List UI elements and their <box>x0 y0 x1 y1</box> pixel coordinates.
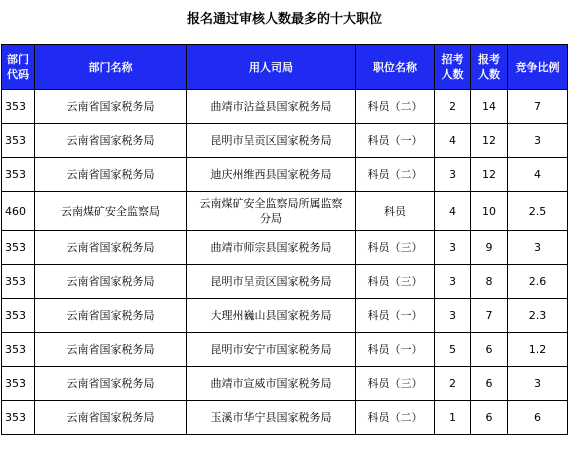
cell-bureau <box>187 231 356 265</box>
cell-quota: 2 <box>435 367 471 401</box>
cell-dept-code: 353 <box>2 124 35 158</box>
cell-applicants: 12 <box>471 124 508 158</box>
cell-position: 科员（一） <box>356 299 435 333</box>
cell-applicants: 10 <box>471 192 508 231</box>
cell-bureau <box>187 90 356 124</box>
header-position <box>356 45 435 90</box>
cell-position: 科员（一） <box>356 333 435 367</box>
header-dept-name <box>35 45 187 90</box>
cell-quota: 1 <box>435 401 471 435</box>
header-label-line: 报考 <box>478 53 500 66</box>
header-dept-code <box>2 45 35 90</box>
cell-ratio: 4 <box>508 158 568 192</box>
cell-quota: 3 <box>435 158 471 192</box>
cell-quota: 3 <box>435 299 471 333</box>
cell-dept-code: 353 <box>2 90 35 124</box>
cell-applicants: 6 <box>471 401 508 435</box>
cell-bureau <box>187 158 356 192</box>
cell-text-line: 迪庆州维西县国家税务局 <box>210 168 332 181</box>
cell-dept-name: 云南省国家税务局 <box>35 367 187 401</box>
header-ratio <box>508 45 568 90</box>
cell-dept-code: 460 <box>2 192 35 231</box>
cell-quota: 3 <box>435 231 471 265</box>
cell-text-line: 云南煤矿安全监察局所属监察 <box>199 197 343 210</box>
header-label-line: 用人司局 <box>249 60 293 74</box>
cell-ratio: 3 <box>508 124 568 158</box>
header-label-line: 人数 <box>478 68 500 81</box>
cell-text-line: 曲靖市宣威市国家税务局 <box>210 377 332 390</box>
cell-dept-code: 353 <box>2 265 35 299</box>
cell-position: 科员（三） <box>356 367 435 401</box>
cell-applicants: 14 <box>471 90 508 124</box>
header-label-line: 代码 <box>7 68 29 81</box>
cell-bureau <box>187 333 356 367</box>
header-label-line: 招考 <box>441 53 464 66</box>
header-label-line: 竞争比例 <box>515 60 560 74</box>
cell-text-line: 昆明市呈贡区国家税务局 <box>210 275 332 288</box>
cell-bureau <box>187 299 356 333</box>
cell-applicants: 7 <box>471 299 508 333</box>
cell-dept-name: 云南省国家税务局 <box>35 401 187 435</box>
cell-dept-code: 353 <box>2 158 35 192</box>
cell-ratio: 2.3 <box>508 299 568 333</box>
cell-dept-name: 云南省国家税务局 <box>35 299 187 333</box>
cell-position: 科员（三） <box>356 231 435 265</box>
positions-table <box>1 44 568 435</box>
cell-position: 科员 <box>356 192 435 231</box>
table-row <box>2 192 568 231</box>
cell-text-line: 昆明市呈贡区国家税务局 <box>210 134 332 147</box>
cell-dept-code: 353 <box>2 231 35 265</box>
cell-dept-name: 云南煤矿安全监察局 <box>35 192 187 231</box>
cell-dept-name: 云南省国家税务局 <box>35 158 187 192</box>
header-label-line: 部门名称 <box>88 60 133 74</box>
cell-applicants: 12 <box>471 158 508 192</box>
cell-position: 科员（二） <box>356 90 435 124</box>
cell-position: 科员（二） <box>356 158 435 192</box>
cell-dept-name: 云南省国家税务局 <box>35 265 187 299</box>
cell-ratio: 6 <box>508 401 568 435</box>
table-row <box>2 90 568 124</box>
cell-quota: 4 <box>435 124 471 158</box>
cell-text-line: 玉溪市华宁县国家税务局 <box>210 411 332 424</box>
cell-applicants: 6 <box>471 333 508 367</box>
table-header-row <box>2 45 568 90</box>
header-applicants <box>471 45 508 90</box>
cell-dept-name: 云南省国家税务局 <box>35 124 187 158</box>
cell-dept-code: 353 <box>2 333 35 367</box>
cell-ratio: 2.6 <box>508 265 568 299</box>
cell-dept-code: 353 <box>2 299 35 333</box>
table-row <box>2 367 568 401</box>
cell-ratio: 2.5 <box>508 192 568 231</box>
cell-bureau <box>187 367 356 401</box>
table-row <box>2 265 568 299</box>
cell-text-line: 曲靖市师宗县国家税务局 <box>210 241 332 254</box>
cell-applicants: 9 <box>471 231 508 265</box>
header-bureau <box>187 45 356 90</box>
cell-quota: 4 <box>435 192 471 231</box>
cell-ratio: 3 <box>508 231 568 265</box>
cell-position: 科员（二） <box>356 401 435 435</box>
header-label-line: 部门 <box>7 53 29 66</box>
page-title: 报名通过审核人数最多的十大职位 <box>186 12 382 27</box>
table-body <box>2 90 568 435</box>
cell-bureau <box>187 265 356 299</box>
cell-applicants: 6 <box>471 367 508 401</box>
cell-dept-name: 云南省国家税务局 <box>35 231 187 265</box>
cell-dept-name: 云南省国家税务局 <box>35 90 187 124</box>
cell-bureau <box>187 401 356 435</box>
cell-bureau <box>187 124 356 158</box>
cell-position: 科员（一） <box>356 124 435 158</box>
cell-dept-name: 云南省国家税务局 <box>35 333 187 367</box>
table-row <box>2 299 568 333</box>
cell-text-line: 昆明市安宁市国家税务局 <box>210 343 332 356</box>
header-quota <box>435 45 471 90</box>
table-row <box>2 231 568 265</box>
cell-quota: 3 <box>435 265 471 299</box>
header-label-line: 人数 <box>441 68 464 81</box>
table-row <box>2 124 568 158</box>
header-label-line: 职位名称 <box>373 60 417 74</box>
table-row <box>2 401 568 435</box>
cell-bureau <box>187 192 356 231</box>
cell-ratio: 3 <box>508 367 568 401</box>
cell-quota: 5 <box>435 333 471 367</box>
cell-text-line: 大理州巍山县国家税务局 <box>210 309 332 322</box>
cell-dept-code: 353 <box>2 367 35 401</box>
cell-quota: 2 <box>435 90 471 124</box>
table-row <box>2 158 568 192</box>
cell-text-line: 分局 <box>260 212 282 225</box>
cell-position: 科员（三） <box>356 265 435 299</box>
cell-text-line: 曲靖市沾益县国家税务局 <box>210 100 332 113</box>
cell-ratio: 7 <box>508 90 568 124</box>
table-row <box>2 333 568 367</box>
cell-ratio: 1.2 <box>508 333 568 367</box>
cell-applicants: 8 <box>471 265 508 299</box>
cell-dept-code: 353 <box>2 401 35 435</box>
